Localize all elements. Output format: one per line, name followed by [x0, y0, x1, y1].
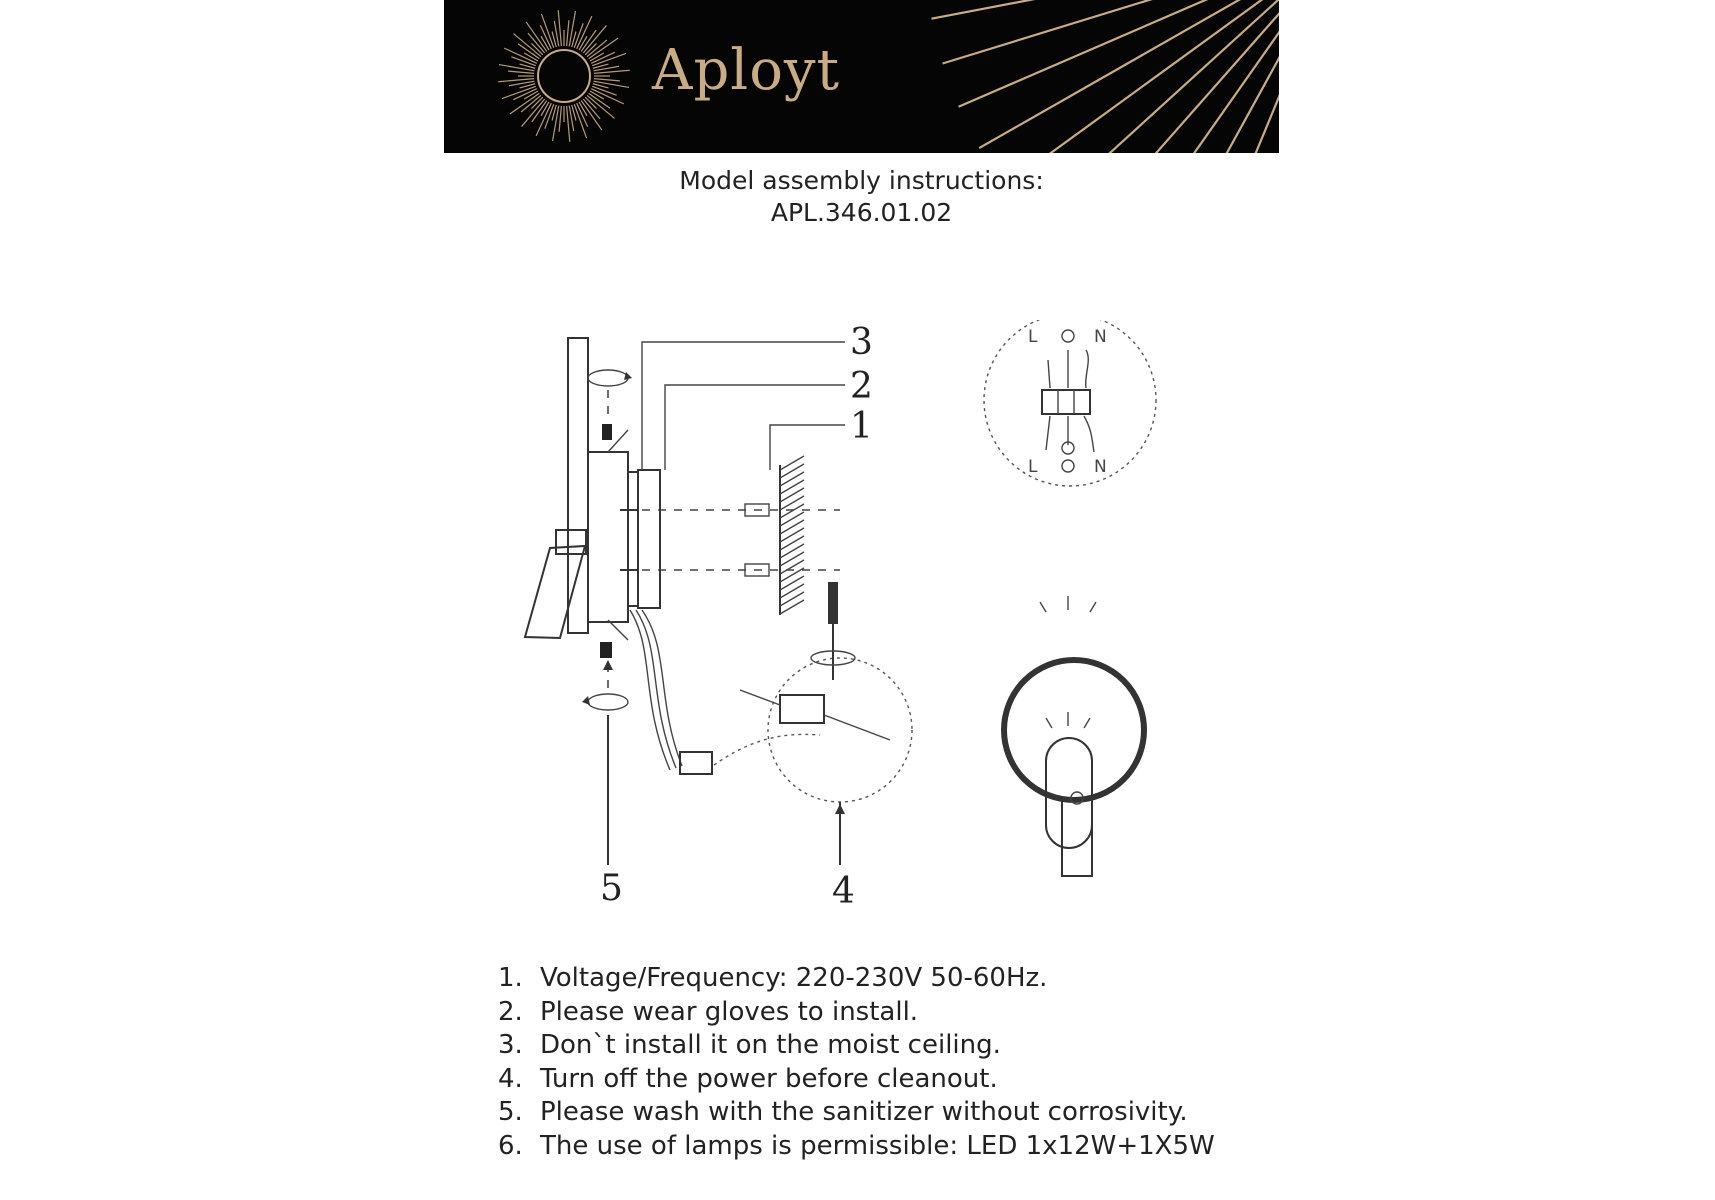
assembly-diagram: [480, 320, 1200, 920]
list-item: [498, 1130, 1215, 1164]
list-item: [498, 962, 1215, 996]
live-label: L: [1028, 457, 1038, 477]
list-item-text: Turn off the power before cleanout.: [540, 1063, 998, 1094]
list-item-number: 6.: [498, 1130, 523, 1161]
list-item-text: Don`t install it on the moist ceiling.: [540, 1030, 1001, 1060]
callout-3: 3: [850, 322, 873, 363]
list-item-number: 5.: [498, 1097, 523, 1127]
list-item-number: 4.: [498, 1063, 523, 1094]
rotate-arrow-icon: [582, 370, 632, 865]
brand-logo: Aployt: [652, 38, 841, 103]
callout-4: 4: [832, 871, 855, 912]
sunburst-decoration: [444, 0, 1279, 153]
callout-5: 5: [600, 868, 623, 909]
connection-detail: [740, 582, 912, 865]
list-item-number: 2.: [498, 996, 523, 1027]
neutral-label: N: [1094, 457, 1107, 477]
fixture-front-view: [1004, 596, 1144, 876]
model-number: APL.346.01.02: [770, 198, 953, 227]
wall-mount: [620, 456, 840, 615]
instructions-list: [498, 962, 1215, 1163]
live-label: L: [1028, 327, 1038, 347]
wiring-diagram: [984, 320, 1156, 486]
spotlight-head: [525, 546, 585, 638]
list-item: [498, 1029, 1215, 1063]
terminal-block-icon: [1042, 390, 1090, 414]
list-item-text: Voltage/Frequency: 220-230V 50-60Hz.: [540, 963, 1048, 993]
list-item-number: 1.: [498, 963, 523, 993]
callout-leaders: [642, 342, 845, 470]
page-title: Model assembly instructions:: [679, 166, 1044, 195]
brand-banner: [444, 0, 1279, 153]
callout-2: 2: [850, 366, 873, 407]
list-item-text: Please wear gloves to install.: [540, 996, 919, 1027]
wiring: [630, 610, 820, 774]
ground-icon: [1062, 330, 1074, 342]
list-item-text: Please wash with the sanitizer without corrosivity.: [540, 1097, 1188, 1127]
list-item-text: The use of lamps is permissible: LED 1x12W+1X5W: [540, 1130, 1215, 1161]
callout-1: 1: [850, 406, 873, 447]
list-item-number: 3.: [498, 1030, 523, 1060]
list-item: [498, 1063, 1215, 1097]
ground-icon: [1062, 460, 1074, 472]
list-item: [498, 996, 1215, 1030]
terminal-block-icon: [680, 752, 712, 774]
neutral-label: N: [1094, 327, 1107, 347]
list-item: [498, 1096, 1215, 1130]
